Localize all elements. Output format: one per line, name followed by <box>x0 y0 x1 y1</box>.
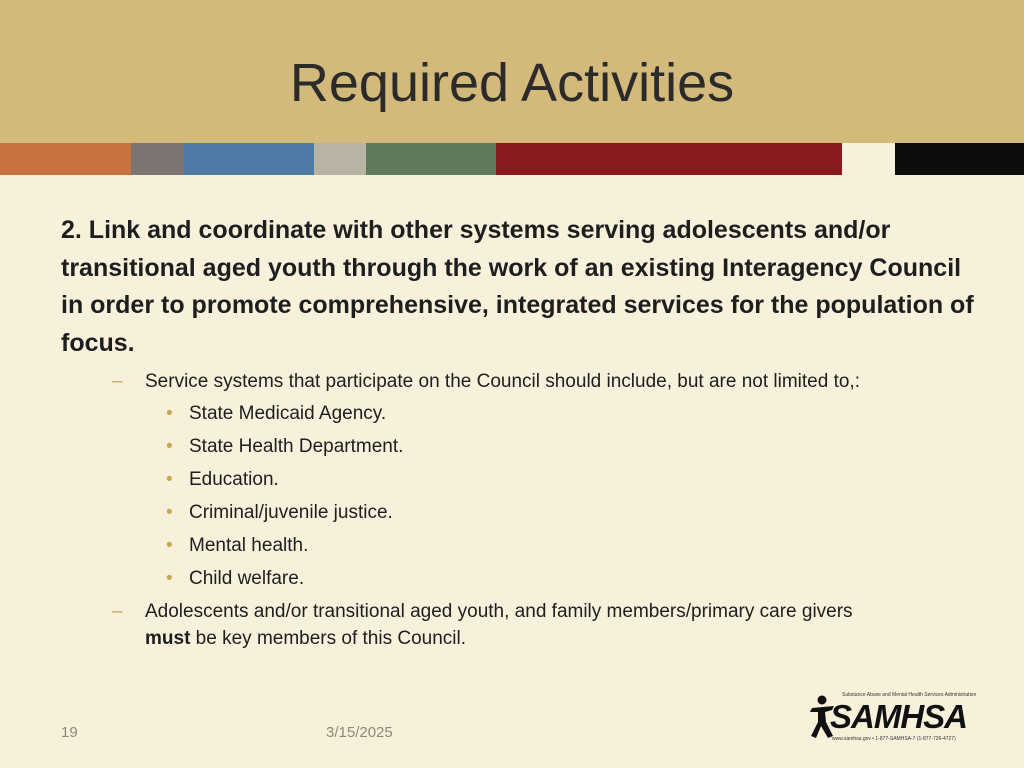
color-stripe <box>184 143 314 175</box>
sub-point-text: Adolescents and/or transitional aged youth, and family members/primary care givers <box>145 601 853 622</box>
slide-title: Required Activities <box>289 53 735 113</box>
sub-point-council-members <box>112 368 981 395</box>
bullet-icon: • <box>166 568 173 589</box>
bullet-icon: • <box>166 535 173 556</box>
list-item: • Child welfare. <box>189 562 981 595</box>
sub-point-text: Service systems that participate on the Council should include, but are not limited to,: <box>145 371 860 392</box>
sub-point-key-members <box>112 598 981 652</box>
list-item: • Education. <box>189 463 981 496</box>
list-item: • State Medicaid Agency. <box>189 397 981 430</box>
color-stripe <box>131 143 184 175</box>
emphasis-text: must <box>145 628 191 649</box>
logo-wordmark: SAMHSA <box>830 698 968 735</box>
page-number: 19 <box>61 724 78 741</box>
color-stripe <box>842 143 895 175</box>
color-stripe <box>314 143 366 175</box>
bullet-icon: • <box>166 436 173 457</box>
list-item: • State Health Department. <box>189 430 981 463</box>
dash-bullet-icon: – <box>112 371 123 392</box>
color-stripe <box>496 143 842 175</box>
logo-contact: www.samhsa.gov • 1-877-SAMHSA-7 (1-877-726-4727) <box>832 736 956 742</box>
slide-body <box>61 212 981 652</box>
service-systems-list <box>166 397 981 595</box>
footer-date: 3/15/2025 <box>326 724 393 741</box>
color-stripe <box>895 143 1024 175</box>
logo-tagline: Substance Abuse and Mental Health Services Administration <box>842 692 977 698</box>
bullet-icon: • <box>166 469 173 490</box>
activity-heading: 2. Link and coordinate with other systems serving adolescents and/or transitional aged youth through the work of an existing Interagency Council in order to promote comprehensive, integrated services for the population of focus. <box>61 216 974 357</box>
bullet-icon: • <box>166 403 173 424</box>
color-stripe <box>0 143 131 175</box>
dash-bullet-icon: – <box>112 601 123 622</box>
list-item: • Mental health. <box>189 529 981 562</box>
samhsa-logo <box>808 692 976 744</box>
list-item: • Criminal/juvenile justice. <box>189 496 981 529</box>
sub-point-text: be key members of this Council. <box>190 628 467 649</box>
color-stripe <box>366 143 496 175</box>
bullet-icon: • <box>166 502 173 523</box>
